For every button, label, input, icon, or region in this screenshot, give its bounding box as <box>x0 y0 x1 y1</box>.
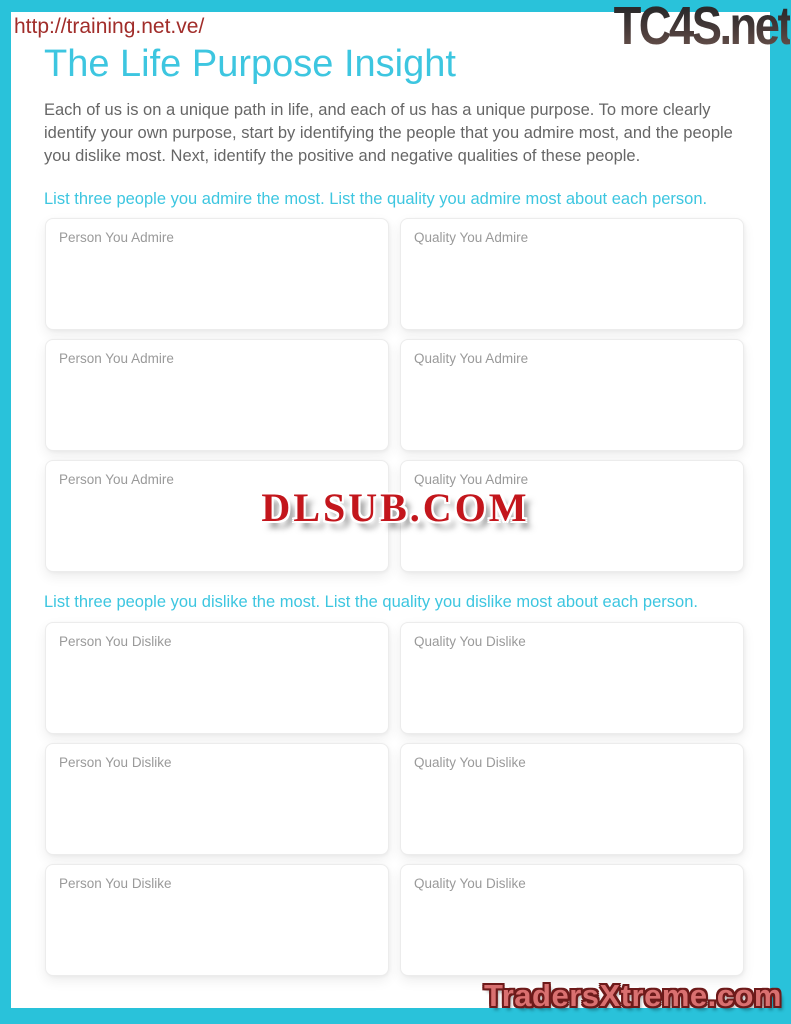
person-you-dislike-input-2[interactable] <box>45 743 389 855</box>
quality-you-admire-input-1[interactable] <box>400 218 744 330</box>
person-you-dislike-input-3[interactable] <box>45 864 389 976</box>
dislike-section-heading: List three people you dislike the most. List the quality you dislike most about each person. <box>44 593 698 611</box>
quality-you-dislike-input-3[interactable] <box>400 864 744 976</box>
quality-you-admire-input-3[interactable] <box>400 460 744 572</box>
person-you-admire-input-3[interactable] <box>45 460 389 572</box>
watermark-dlsub: DLSUB.COM <box>261 485 530 530</box>
person-you-admire-input-2[interactable] <box>45 339 389 451</box>
person-you-admire-input-1[interactable] <box>45 218 389 330</box>
address-bar-url[interactable]: http://training.net.ve/ <box>14 15 205 38</box>
admire-section-heading: List three people you admire the most. List the quality you admire most about each person. <box>44 190 708 208</box>
worksheet-page <box>11 12 770 1008</box>
dislike-grid <box>45 622 744 976</box>
watermark-tradersxtreme: TradersXtreme.com <box>484 978 782 1013</box>
quality-you-dislike-input-1[interactable] <box>400 622 744 734</box>
admire-grid <box>45 218 744 572</box>
page-title: The Life Purpose Insight <box>44 43 456 85</box>
quality-you-admire-input-2[interactable] <box>400 339 744 451</box>
quality-you-dislike-input-2[interactable] <box>400 743 744 855</box>
person-you-dislike-input-1[interactable] <box>45 622 389 734</box>
intro-paragraph: Each of us is on a unique path in life, and each of us has a unique purpose. To more clearly identify your own purpose, start by identifying the people that you admire most, and the people you dislike most. Next, identify the positive and negative qualities of these people. <box>44 101 733 165</box>
